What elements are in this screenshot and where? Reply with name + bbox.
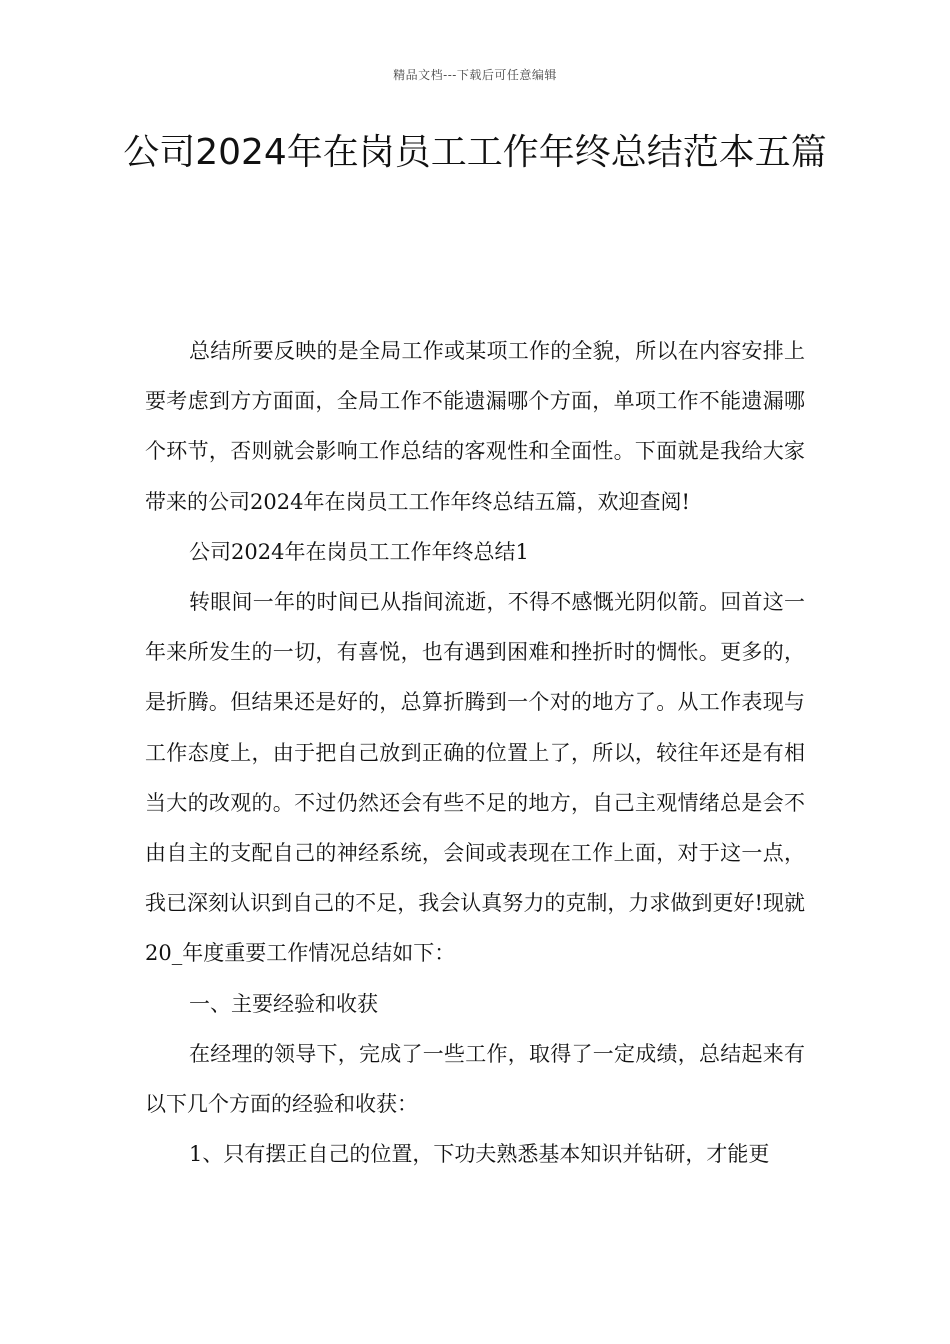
document-body (145, 326, 805, 1179)
document-title: 公司2024年在岗员工工作年终总结范本五篇 (123, 132, 827, 173)
list-item: 1、只有摆正自己的位置，下功夫熟悉基本知识并钻研，才能更 (189, 1142, 770, 1167)
header-note: 精品文档---下载后可任意编辑 (393, 68, 557, 82)
subsection-heading: 一、主要经验和收获 (189, 991, 378, 1016)
intro-paragraph: 总结所要反映的是全局工作或某项工作的全貌，所以在内容安排上要考虑到方方面面，全局工作不能遗漏哪个方面，单项工作不能遗漏哪个环节，否则就会影响工作总结的客观性和全面性。下面就是我给大家带来的公司2024年在岗员工工作年终总结五篇，欢迎查阅! (145, 339, 805, 514)
body-paragraph: 转眼间一年的时间已从指间流逝，不得不感慨光阴似箭。回首这一年来所发生的一切，有喜悦，也有遇到困难和挫折时的惆怅。更多的，是折腾。但结果还是好的，总算折腾到一个对的地方了。从工作表现与工作态度上，由于把自己放到正确的位置上了，所以，较往年还是有相当大的改观的。不过仍然还会有些不足的地方，自己主观情绪总是会不由自主的支配自己的神经系统，会间或表现在工作上面，对于这一点，我已深刻认识到自己的不足，我会认真努力的克制，力求做到更好!现就20_年度重要工作情况总结如下： (145, 590, 805, 966)
section-heading: 公司2024年在岗员工工作年终总结1 (189, 539, 529, 564)
body-paragraph: 在经理的领导下，完成了一些工作，取得了一定成绩，总结起来有以下几个方面的经验和收获： (145, 1041, 805, 1117)
